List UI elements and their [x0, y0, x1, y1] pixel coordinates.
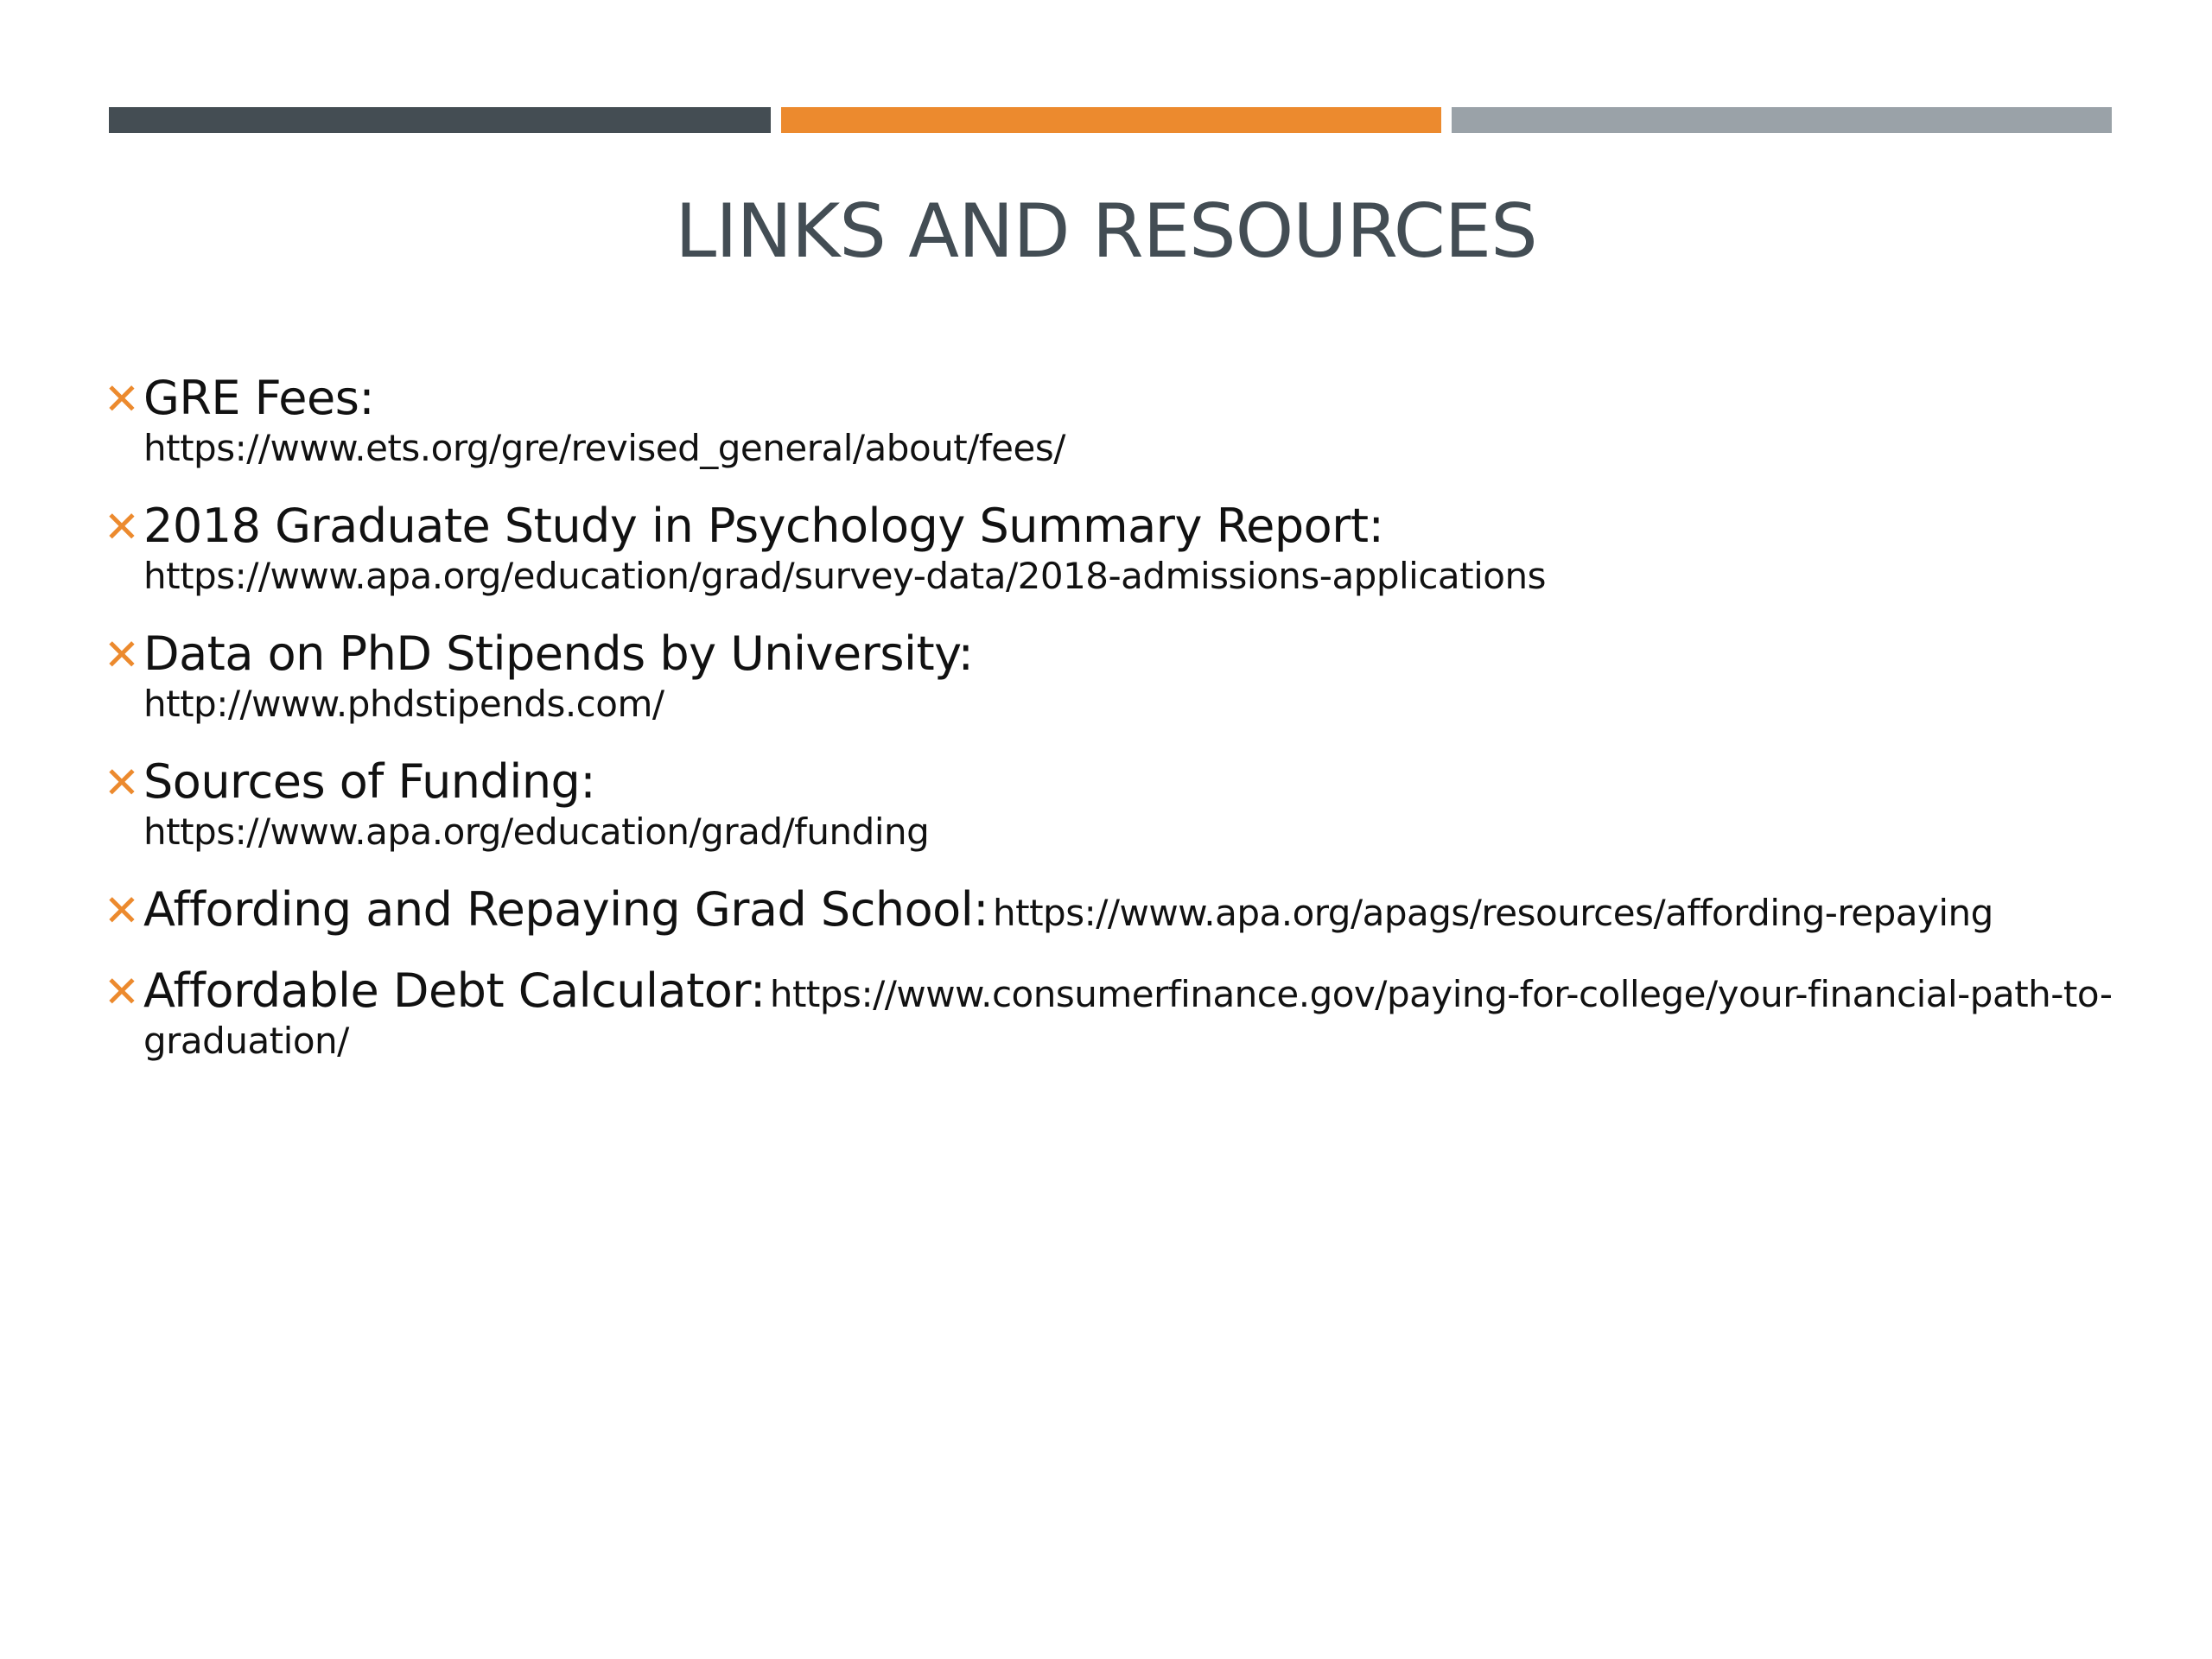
resource-link[interactable]: https://www.apa.org/education/grad/funding	[143, 810, 930, 853]
resource-label: 2018 Graduate Study in Psychology Summary Report:	[143, 499, 1384, 553]
resource-link[interactable]: https://www.apa.org/apags/resources/affording-repaying	[992, 892, 1993, 934]
resource-label: Affordable Debt Calculator:	[143, 963, 766, 1018]
resource-label: Data on PhD Stipends by University:	[143, 626, 974, 681]
list-item	[104, 755, 2117, 855]
resource-link[interactable]: https://www.consumerfinance.gov/paying-for-college/your-financial-path-to-graduation/	[143, 973, 2113, 1062]
resource-label: GRE Fees:	[143, 371, 375, 425]
list-item	[104, 627, 2117, 728]
resource-link[interactable]: https://www.apa.org/education/grad/survey-data/2018-admissions-applications	[143, 555, 1546, 597]
slide-title: LINKS AND RESOURCES	[675, 188, 1537, 275]
resource-list	[104, 372, 2117, 1092]
top-bar-light	[1452, 107, 2112, 133]
resource-label: Affording and Repaying Grad School:	[143, 882, 988, 937]
top-bar-orange	[781, 107, 1441, 133]
x-mark-icon: ✕	[104, 374, 140, 424]
x-mark-icon: ✕	[104, 758, 140, 808]
list-item	[104, 883, 2117, 937]
resource-link[interactable]: https://www.ets.org/gre/revised_general/about/fees/	[143, 427, 1065, 469]
x-mark-icon: ✕	[104, 967, 140, 1017]
list-item	[104, 372, 2117, 472]
x-mark-icon: ✕	[104, 502, 140, 552]
resource-label: Sources of Funding:	[143, 754, 596, 809]
x-mark-icon: ✕	[104, 886, 140, 936]
x-mark-icon: ✕	[104, 630, 140, 680]
top-bar-dark	[109, 107, 771, 133]
decorative-top-bars	[109, 107, 2112, 133]
list-item	[104, 964, 2117, 1065]
list-item	[104, 499, 2117, 600]
resource-link[interactable]: http://www.phdstipends.com/	[143, 683, 664, 725]
